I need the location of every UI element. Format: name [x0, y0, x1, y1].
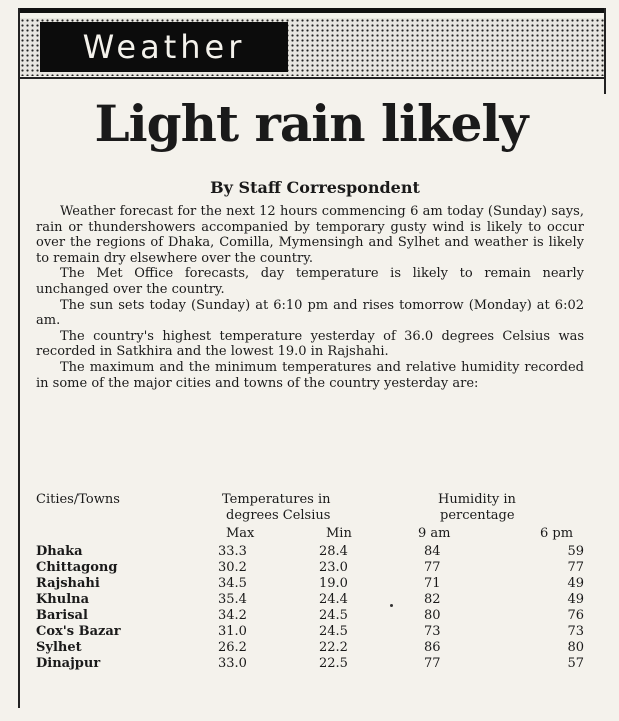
header-9am: 9 am [418, 526, 451, 541]
city-cell: Khulna [36, 592, 90, 607]
max-cell: 34.5 [218, 576, 247, 591]
humidity-9am-cell: 82 [424, 592, 441, 607]
min-cell: 22.5 [319, 656, 348, 671]
header-cities: Cities/Towns [36, 492, 120, 507]
table-row [36, 560, 584, 576]
header-min: Min [326, 526, 352, 541]
city-cell: Sylhet [36, 640, 82, 655]
band-bottom-rule [20, 77, 606, 79]
min-cell: 24.5 [319, 624, 348, 639]
header-6pm: 6 pm [540, 526, 574, 541]
humidity-6pm-cell: 80 [567, 640, 584, 655]
min-cell: 19.0 [319, 576, 348, 591]
humidity-6pm-cell: 76 [567, 608, 584, 623]
humidity-6pm-cell: 59 [567, 544, 584, 559]
table-row [36, 576, 584, 592]
section-label: Weather [82, 28, 246, 66]
table-row [36, 656, 584, 672]
humidity-9am-cell: 77 [424, 560, 441, 575]
paragraph: The country's highest temperature yesterday of 36.0 degrees Celsius was recorded in Satkhira and the lowest 19.0 in Rajshahi. [36, 328, 584, 360]
top-rule [18, 8, 606, 13]
min-cell: 22.2 [319, 640, 348, 655]
max-cell: 33.3 [218, 544, 247, 559]
paragraph: The Met Office forecasts, day temperature is likely to remain nearly unchanged over the country. [36, 266, 584, 297]
max-cell: 26.2 [218, 640, 247, 655]
table-row [36, 640, 584, 656]
city-cell: Dinajpur [36, 656, 101, 671]
humidity-9am-cell: 84 [424, 544, 441, 559]
weather-table [36, 492, 584, 672]
max-cell: 31.0 [218, 624, 247, 639]
paragraph: The maximum and the minimum temperatures and relative humidity recorded in some of the major cities and towns of the country yesterday are: [36, 359, 584, 391]
header-max: Max [226, 526, 255, 541]
min-cell: 24.5 [319, 608, 348, 623]
min-cell: 24.4 [319, 592, 348, 607]
humidity-6pm-cell: 73 [567, 624, 584, 639]
humidity-9am-cell: 86 [424, 640, 441, 655]
header-temp-line1: Temperatures in [222, 492, 331, 507]
header-hum-line2: percentage [440, 508, 515, 523]
table-row [36, 592, 584, 608]
city-cell: Chittagong [36, 560, 118, 575]
left-rule [18, 8, 20, 708]
humidity-6pm-cell: 77 [567, 560, 584, 575]
humidity-9am-cell: 71 [424, 576, 441, 591]
max-cell: 35.4 [218, 592, 247, 607]
right-rule [604, 8, 606, 94]
table-row [36, 624, 584, 640]
header-hum-line1: Humidity in [438, 492, 516, 507]
max-cell: 33.0 [218, 656, 247, 671]
city-cell: Dhaka [36, 544, 83, 559]
table-header [36, 492, 584, 544]
humidity-6pm-cell: 49 [567, 592, 584, 607]
header-temp-line2: degrees Celsius [226, 508, 331, 523]
city-cell: Rajshahi [36, 576, 100, 591]
city-cell: Barisal [36, 608, 88, 623]
humidity-9am-cell: 80 [424, 608, 441, 623]
headline: Light rain likely [94, 94, 528, 153]
section-label-box [40, 22, 288, 72]
max-cell: 34.2 [218, 608, 247, 623]
humidity-6pm-cell: 57 [567, 656, 584, 671]
print-speck [390, 604, 393, 607]
max-cell: 30.2 [218, 560, 247, 575]
humidity-9am-cell: 73 [424, 624, 441, 639]
min-cell: 28.4 [319, 544, 348, 559]
table-row [36, 608, 584, 624]
paragraph: The sun sets today (Sunday) at 6:10 pm and rises tomorrow (Monday) at 6:02 am. [36, 297, 584, 329]
byline: By Staff Correspondent [210, 178, 420, 197]
humidity-6pm-cell: 49 [567, 576, 584, 591]
article-body [36, 204, 584, 391]
table-body [36, 544, 584, 672]
table-row [36, 544, 584, 560]
city-cell: Cox's Bazar [36, 624, 121, 639]
paragraph: Weather forecast for the next 12 hours commencing 6 am today (Sunday) says, rain or thundershowers accompanied by temporary gusty wind is likely to occur over the regions of Dhaka, Comilla, Mymensingh and Sylhet and weather is likely to remain dry elsewhere over the country. [36, 204, 584, 266]
min-cell: 23.0 [319, 560, 348, 575]
humidity-9am-cell: 77 [424, 656, 441, 671]
